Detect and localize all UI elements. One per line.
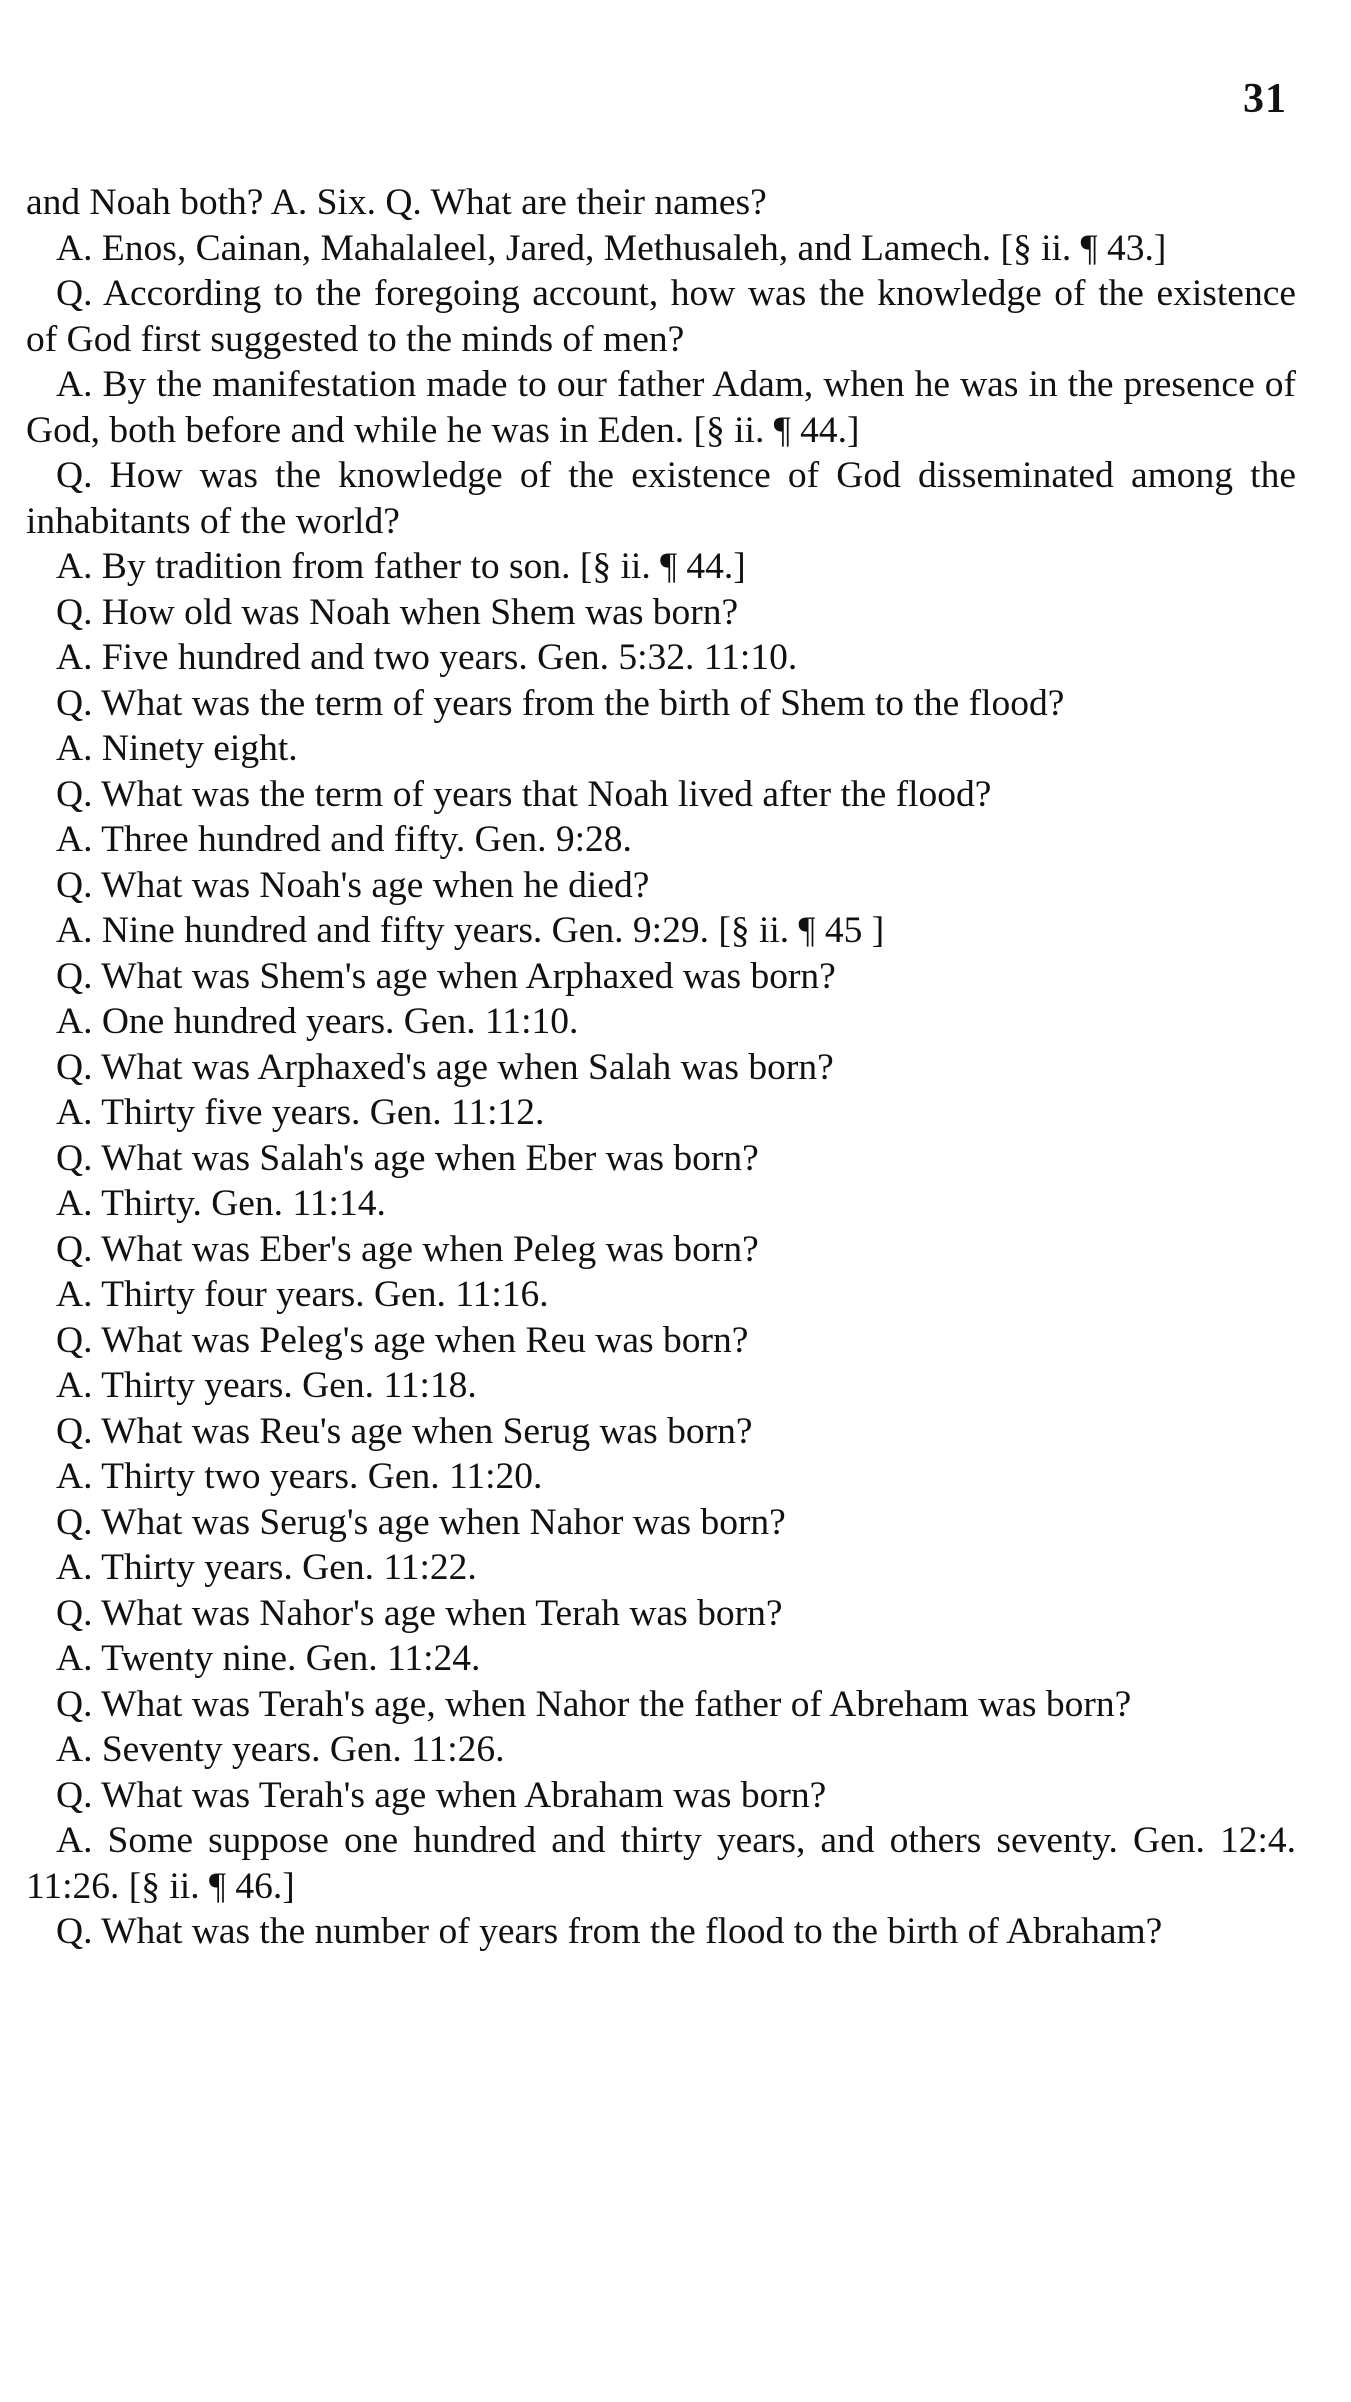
question-paragraph: Q. What was Reu's age when Serug was born? <box>56 1410 753 1452</box>
answer-paragraph: A. Twenty nine. Gen. 11:24. <box>56 1638 481 1679</box>
question-paragraph: Q. What was the term of years from the birth of Shem to the flood? <box>56 682 1065 724</box>
answer-paragraph: A. Three hundred and fifty. Gen. 9:28. <box>56 819 632 860</box>
question-paragraph: Q. What was Serug's age when Nahor was born? <box>56 1501 786 1543</box>
answer-paragraph: A. Enos, Cainan, Mahalaleel, Jared, Methusaleh, and Lamech. [§ ii. ¶ 43.] <box>56 227 1167 269</box>
answer-paragraph: A. Thirty. Gen. 11:14. <box>56 1183 386 1224</box>
question-paragraph: Q. What was the number of years from the flood to the birth of Abraham? <box>56 1911 1163 1952</box>
question-paragraph: Q. What was Eber's age when Peleg was born? <box>56 1228 759 1270</box>
question-paragraph: Q. What was Salah's age when Eber was born? <box>56 1137 759 1179</box>
question-paragraph: Q. How old was Noah when Shem was born? <box>56 591 739 633</box>
answer-paragraph: A. Some suppose one hundred and thirty years, and others seventy. Gen. 12:4. 11:26. [§ ii. ¶ 46.] <box>26 1820 1296 1907</box>
question-paragraph: Q. What was Peleg's age when Reu was born? <box>56 1319 749 1361</box>
catechism-text <box>26 180 1296 1955</box>
answer-paragraph: A. Five hundred and two years. Gen. 5:32. 11:10. <box>56 637 798 678</box>
question-paragraph: Q. What was Shem's age when Arphaxed was born? <box>56 955 836 997</box>
question-paragraph: Q. What was Terah's age when Abraham was born? <box>56 1774 827 1816</box>
question-paragraph: Q. How was the knowledge of the existence of God disseminated among the inhabitants of the world? <box>26 455 1296 542</box>
question-paragraph: Q. What was Terah's age, when Nahor the father of Abreham was born? <box>56 1683 1132 1725</box>
answer-paragraph: A. By tradition from father to son. [§ ii. ¶ 44.] <box>56 546 746 587</box>
answer-paragraph: A. Seventy years. Gen. 11:26. <box>56 1729 505 1770</box>
question-paragraph: Q. What was Noah's age when he died? <box>56 864 650 906</box>
paragraph: and Noah both? A. Six. Q. What are their names? <box>26 182 767 223</box>
answer-paragraph: A. Thirty four years. Gen. 11:16. <box>56 1274 549 1315</box>
question-paragraph: Q. What was the term of years that Noah lived after the flood? <box>56 773 992 815</box>
answer-paragraph: A. Nine hundred and fifty years. Gen. 9:29. [§ ii. ¶ 45 ] <box>56 910 885 951</box>
answer-paragraph: A. Ninety eight. <box>56 728 298 769</box>
answer-paragraph: A. By the manifestation made to our father Adam, when he was in the presence of God, both before and while he was in Eden. [§ ii. ¶ 44.] <box>26 364 1296 451</box>
question-paragraph: Q. What was Arphaxed's age when Salah was born? <box>56 1046 834 1088</box>
question-paragraph: Q. According to the foregoing account, how was the knowledge of the existence of God first suggested to the minds of men? <box>26 273 1296 360</box>
answer-paragraph: A. Thirty five years. Gen. 11:12. <box>56 1092 545 1133</box>
answer-paragraph: A. Thirty years. Gen. 11:22. <box>56 1547 477 1588</box>
page-number: 31 <box>1243 76 1287 122</box>
answer-paragraph: A. One hundred years. Gen. 11:10. <box>56 1001 579 1042</box>
answer-paragraph: A. Thirty years. Gen. 11:18. <box>56 1365 477 1406</box>
answer-paragraph: A. Thirty two years. Gen. 11:20. <box>56 1456 543 1497</box>
question-paragraph: Q. What was Nahor's age when Terah was born? <box>56 1592 783 1634</box>
